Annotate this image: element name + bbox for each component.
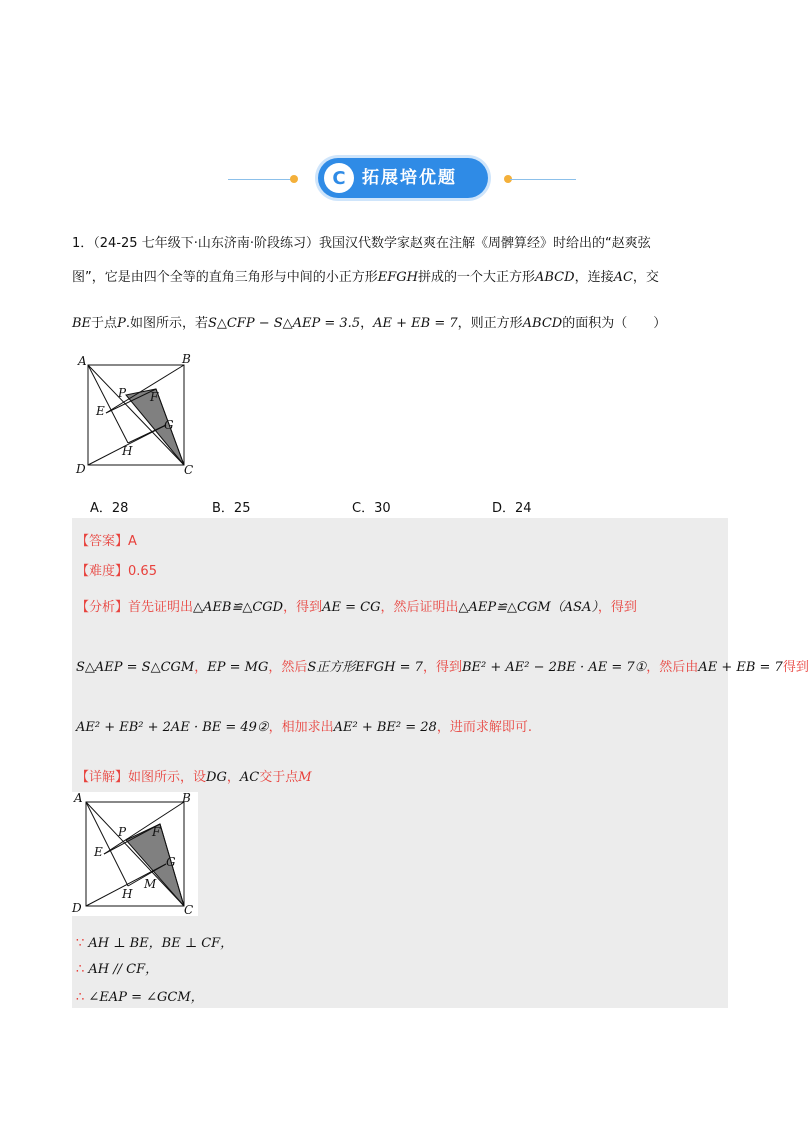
math-equation-1: BE² + AE² − 2BE · AE = 7① <box>461 660 647 675</box>
section-badge: C <box>324 163 354 193</box>
answer-line <box>76 530 137 549</box>
step-text: AH ⊥ BE，BE ⊥ CF， <box>88 936 234 951</box>
analysis-text: ，然后由 <box>646 660 699 675</box>
because-symbol: ∵ <box>76 936 85 951</box>
question-text: ，连接 <box>574 270 614 285</box>
label-e: E <box>96 404 105 418</box>
detail-label: 【详解】 <box>76 770 129 785</box>
label-m: M <box>144 877 157 891</box>
math-abcd: ABCD <box>522 316 563 331</box>
question-text: 的面积为（ ） <box>562 316 667 331</box>
math-area-condition: S△CFP − S△AEP = 3.5 <box>207 316 361 331</box>
step-3 <box>76 986 204 1005</box>
analysis-text: ，然后证明出 <box>380 600 459 615</box>
label-d: D <box>72 901 82 915</box>
question-source: （24-25 七年级下·山东济南·阶段练习） <box>93 236 319 251</box>
analysis-line-2 <box>76 656 809 675</box>
difficulty-line <box>76 560 157 579</box>
analysis-line-1 <box>76 596 637 615</box>
label-h: H <box>122 444 133 458</box>
math-be: BE <box>72 316 92 331</box>
banner-line-right <box>510 179 576 180</box>
step-text: ∠EAP = ∠GCM， <box>88 990 204 1005</box>
math-equation-2: AE² + EB² + 2AE · BE = 49② <box>76 720 269 735</box>
analysis-text: ，得到 <box>597 600 637 615</box>
math-sum: AE + EB = 7 <box>698 660 783 675</box>
analysis-text: ，相加求出 <box>268 720 334 735</box>
label-e: E <box>94 845 103 859</box>
analysis-label: 【分析】 <box>76 600 129 615</box>
label-f: F <box>152 825 161 839</box>
label-p: P <box>118 825 127 839</box>
analysis-text: 得到 <box>782 660 809 675</box>
step-text: AH // CF， <box>88 962 159 977</box>
analysis-line-3 <box>76 716 532 735</box>
label-a: A <box>74 791 83 805</box>
detail-text: 交于点 <box>259 770 299 785</box>
question-text: 我国汉代数学家赵爽在注解《周髀算经》时给出的“赵爽弦 <box>318 236 651 251</box>
option-c[interactable]: C．30 <box>352 501 391 516</box>
geometry-figure-2 <box>72 792 198 916</box>
math-ae-cg: AE = CG <box>322 600 381 615</box>
difficulty-label: 【难度】 <box>76 564 129 579</box>
question-text: ，则正方形 <box>457 316 523 331</box>
banner-dot-left <box>290 175 298 183</box>
math-sum-condition: AE + EB = 7 <box>373 316 458 331</box>
answer-value: A <box>128 534 137 549</box>
difficulty-value: 0.65 <box>128 564 157 579</box>
section-title: 拓展培优题 <box>362 168 457 188</box>
math-ac: AC <box>613 270 633 285</box>
analysis-text: ， <box>194 660 208 675</box>
question-text: .如图所示，若 <box>125 316 208 331</box>
math-square-area: S正方形EFGH = 7 <box>307 660 423 675</box>
label-g: G <box>164 418 174 432</box>
label-d: D <box>76 462 86 476</box>
question-text: 拼成的一个大正方形 <box>417 270 535 285</box>
section-banner <box>318 158 488 198</box>
question-line-2 <box>72 266 659 285</box>
math-p: P <box>117 316 126 331</box>
label-g: G <box>166 855 176 869</box>
question-line-1 <box>72 232 651 251</box>
analysis-text: 首先证明出 <box>128 600 194 615</box>
analysis-text: ，得到 <box>422 660 462 675</box>
segment-ah <box>88 365 128 443</box>
step-1 <box>76 932 233 951</box>
math-congruence-2: △AEP≌△CGM（ASA） <box>458 600 598 615</box>
math-dg: DG <box>206 770 227 785</box>
math-efgh: EFGH <box>377 270 418 285</box>
math-ep-mg: EP = MG <box>207 660 269 675</box>
detail-text: ， <box>226 770 240 785</box>
math-abcd: ABCD <box>535 270 575 285</box>
option-d[interactable]: D．24 <box>492 501 532 516</box>
label-p: P <box>118 386 127 400</box>
detail-line <box>76 766 312 785</box>
label-c: C <box>184 903 194 917</box>
math-ac: AC <box>239 770 260 785</box>
option-b[interactable]: B．25 <box>212 501 251 516</box>
math-congruence-1: △AEB≌△CGD <box>193 600 284 615</box>
label-b: B <box>182 352 191 366</box>
detail-text: 如图所示，设 <box>128 770 207 785</box>
question-text: ， <box>360 316 374 331</box>
question-line-3 <box>72 312 666 331</box>
label-c: C <box>184 463 194 477</box>
therefore-symbol: ∴ <box>76 962 85 977</box>
analysis-text: ，然后 <box>268 660 308 675</box>
question-text: ，交 <box>632 270 659 285</box>
geometry-figure-1 <box>76 352 202 477</box>
analysis-text: ，得到 <box>283 600 323 615</box>
question-number: 1． <box>72 236 94 251</box>
banner-line-left <box>228 179 294 180</box>
question-text: 图”，它是由四个全等的直角三角形与中间的小正方形 <box>72 270 378 285</box>
label-h: H <box>122 887 133 901</box>
label-b: B <box>182 791 191 805</box>
label-f: F <box>150 390 159 404</box>
step-2 <box>76 958 158 977</box>
label-a: A <box>78 354 87 368</box>
therefore-symbol: ∴ <box>76 990 85 1005</box>
option-a[interactable]: A．28 <box>90 501 129 516</box>
answer-label: 【答案】 <box>76 534 129 549</box>
math-m: M <box>298 770 312 785</box>
question-text: 于点 <box>91 316 118 331</box>
math-result: AE² + BE² = 28 <box>333 720 437 735</box>
analysis-text: ，进而求解即可. <box>436 720 532 735</box>
math-area-equal: S△AEP = S△CGM <box>76 660 195 675</box>
